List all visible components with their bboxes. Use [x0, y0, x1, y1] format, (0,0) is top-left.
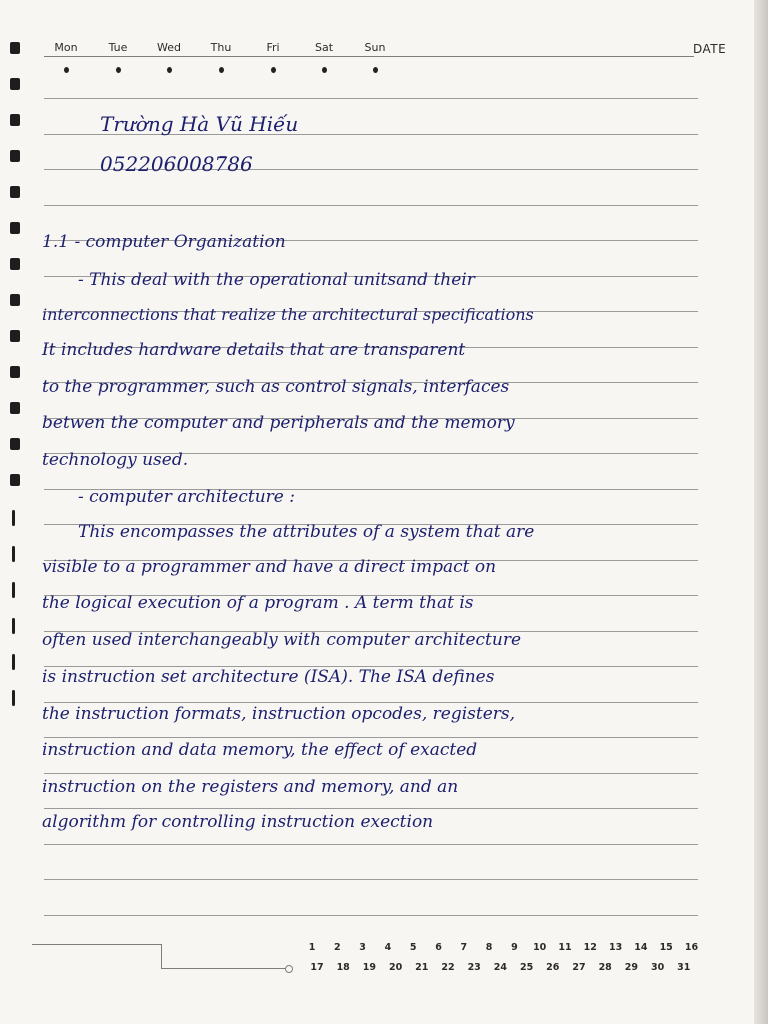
calendar-date: 10	[533, 942, 547, 953]
binding-ring	[10, 438, 20, 450]
weekday-dot	[64, 67, 69, 73]
calendar-date: 26	[546, 962, 560, 973]
binding-ring	[10, 474, 20, 486]
note-line: the instruction formats, instruction opcodes, registers,	[42, 704, 516, 724]
calendar-date: 22	[441, 962, 455, 973]
calendar-date: 8	[485, 942, 493, 953]
ruled-line	[44, 205, 698, 206]
weekday-label: Sat	[314, 41, 334, 54]
binding-ring	[12, 690, 15, 706]
ruled-line	[44, 737, 698, 738]
binding-ring	[10, 186, 20, 198]
binding-ring	[12, 510, 15, 526]
calendar-date: 5	[409, 942, 417, 953]
calendar-date: 7	[460, 942, 468, 953]
date-label: DATE	[693, 42, 727, 56]
binding-ring	[12, 546, 15, 562]
note-line: interconnections that realize the architectural specifications	[42, 305, 534, 324]
weekday-dot	[116, 67, 121, 73]
weekday-dot	[219, 67, 224, 73]
calendar-date: 31	[677, 962, 691, 973]
note-line: technology used.	[42, 450, 189, 470]
weekday-dot	[167, 67, 172, 73]
binding-ring	[10, 222, 20, 234]
calendar-date: 14	[634, 942, 648, 953]
footer-circle	[285, 965, 293, 973]
weekday-label: Mon	[54, 41, 78, 54]
note-line: instruction on the registers and memory, and an	[42, 777, 459, 797]
weekday-label: Sun	[364, 41, 386, 54]
weekday-dot	[322, 67, 327, 73]
note-line: instruction and data memory, the effect of exacted	[42, 740, 478, 760]
binding-ring	[10, 294, 20, 306]
calendar-date: 11	[558, 942, 572, 953]
binding-ring	[12, 654, 15, 670]
note-line: to the programmer, such as control signals, interfaces	[42, 377, 510, 397]
ruled-line	[44, 915, 698, 916]
calendar-date: 29	[624, 962, 638, 973]
binding-ring	[12, 582, 15, 598]
header-rule	[44, 56, 694, 57]
note-line: betwen the computer and peripherals and the memory	[42, 413, 515, 433]
footer-rule	[32, 944, 162, 945]
calendar-date: 9	[511, 942, 518, 953]
binding-ring	[10, 42, 20, 54]
calendar-date: 28	[598, 962, 612, 973]
calendar-date: 23	[467, 962, 481, 973]
note-line: is instruction set architecture (ISA). The ISA defines	[42, 667, 495, 687]
calendar-date: 15	[659, 942, 673, 953]
weekday-label: Fri	[266, 41, 280, 54]
calendar-date: 12	[583, 942, 597, 953]
note-line: algorithm for controlling instruction exection	[42, 812, 434, 832]
binding-ring	[10, 150, 20, 162]
calendar-date: 4	[384, 942, 392, 953]
note-line: 1.1 - computer Organization	[42, 232, 286, 252]
weekday-dot	[271, 67, 276, 73]
student-name: Trường Hà Vũ Hiếu	[100, 112, 299, 136]
calendar-date: 21	[415, 962, 429, 973]
footer-rule-lower	[161, 968, 287, 969]
ruled-line	[44, 773, 698, 774]
note-line: often used interchangeably with computer architecture	[42, 630, 522, 650]
calendar-date: 13	[608, 942, 623, 953]
weekday-header	[40, 38, 727, 88]
calendar-date: 19	[362, 962, 376, 973]
ruled-line	[44, 702, 698, 703]
calendar-date: 6	[435, 942, 442, 953]
calendar-date: 3	[359, 942, 366, 953]
spiral-binding	[0, 30, 30, 730]
binding-ring	[10, 258, 20, 270]
calendar-date: 20	[388, 962, 403, 973]
calendar-date: 1	[308, 942, 316, 953]
student-id: 0522060087̄86	[100, 152, 253, 176]
note-line: visible to a programmer and have a direct impact on	[42, 557, 497, 577]
ruled-line	[44, 844, 698, 845]
binding-ring	[10, 402, 20, 414]
calendar-date: 18	[336, 962, 350, 973]
note-line: the logical execution of a program . A term that is	[42, 593, 474, 613]
weekday-label: Thu	[210, 41, 232, 54]
note-line: - computer architecture :	[78, 487, 295, 507]
binding-ring	[10, 366, 20, 378]
binding-ring	[10, 78, 20, 90]
ruled-line	[44, 879, 698, 880]
calendar-date: 16	[684, 942, 699, 953]
ruled-line	[44, 98, 698, 99]
binding-ring	[12, 618, 15, 634]
note-line: It includes hardware details that are transparent	[42, 340, 466, 360]
calendar-date: 2	[333, 942, 341, 953]
weekday-dot	[373, 67, 378, 73]
calendar-date: 27	[572, 962, 586, 973]
ruled-line	[44, 808, 698, 809]
weekday-label: Wed	[157, 41, 181, 54]
footer-rule-step	[161, 944, 162, 968]
calendar-date: 17	[310, 962, 324, 973]
calendar-date: 30	[650, 962, 665, 973]
weekday-label: Tue	[108, 41, 128, 54]
note-line: This encompasses the attributes of a system that are	[78, 522, 535, 542]
binding-ring	[10, 114, 20, 126]
binding-ring	[10, 330, 20, 342]
note-line: - This deal with the operational unitsand their	[78, 270, 475, 290]
calendar-date: 24	[493, 962, 507, 973]
calendar-date: 25	[519, 962, 534, 973]
